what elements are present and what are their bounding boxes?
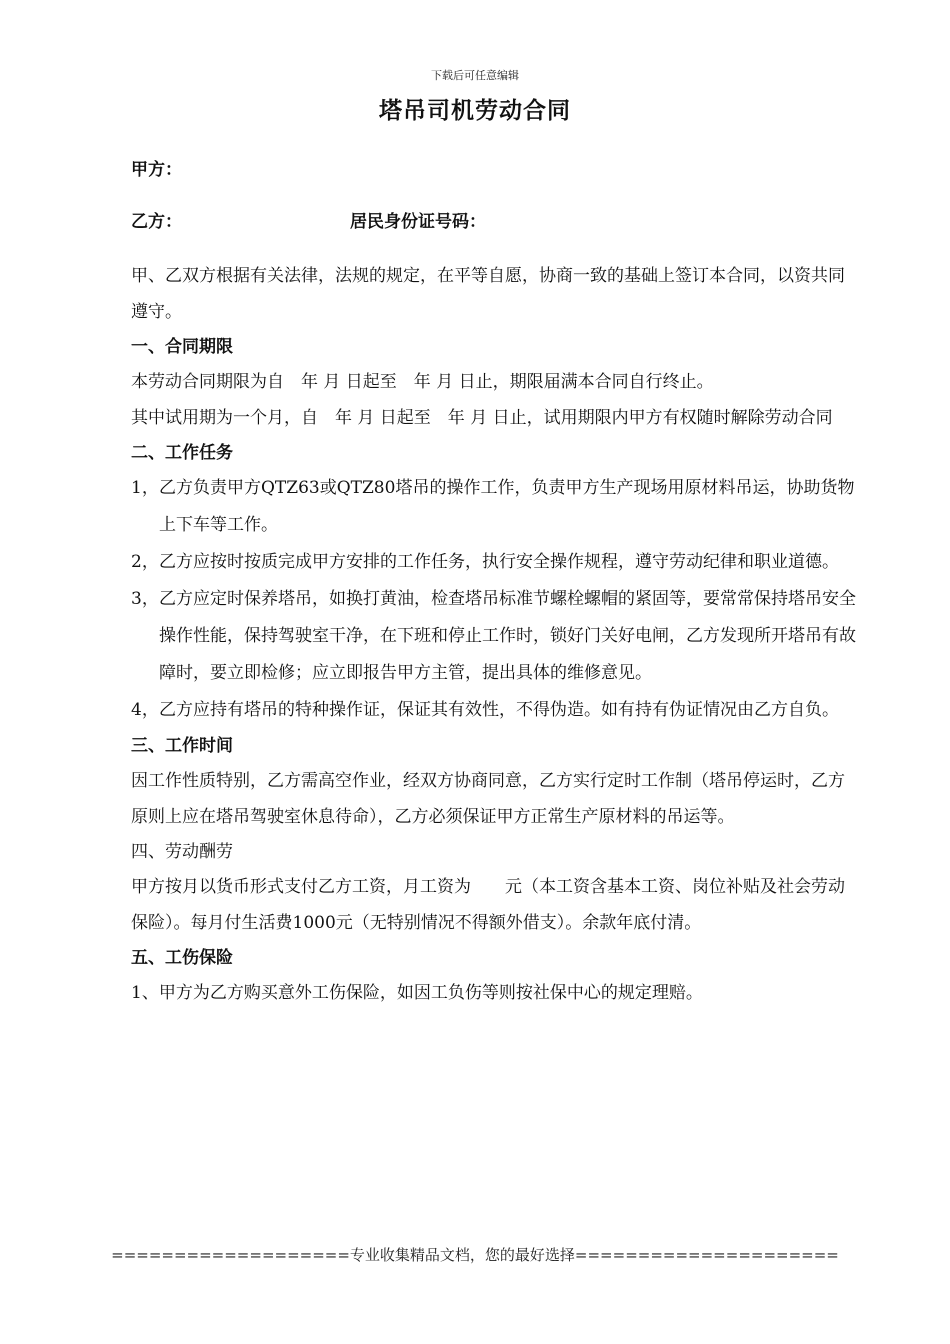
list-item-number: 4， [131,700,159,720]
list-item-text: 乙方负责甲方QTZ63或QTZ80塔吊的操作工作，负责甲方生产现场用原材料吊运，协助货物上下车等工作。 [159,478,855,535]
list-item [131,692,861,729]
list-item [131,544,861,581]
party-b-label: 乙方： [131,212,182,232]
list-item-number: 3， [131,589,159,609]
document-body [131,150,861,1011]
section-heading-duties: 二、工作任务 [131,443,233,463]
list-item [131,470,861,544]
term-paragraph: 本劳动合同期限为自 年 月 日起至 年 月 日止，期限届满本合同自行终止。 [131,372,714,392]
party-a-label: 甲方： [131,160,182,180]
pay-paragraph: 甲方按月以货币形式支付乙方工资，月工资为 元（本工资含基本工资、岗位补贴及社会劳动保险）。每月付生活费1000元（无特别情况不得额外借支）。余款年底付清。 [131,877,845,933]
intro-paragraph: 甲、乙双方根据有关法律，法规的规定，在平等自愿，协商一致的基础上签订本合同，以资共同遵守。 [131,266,845,322]
footer-note: ===================专业收集精品文档，您的最好选择===================== [111,1246,839,1264]
list-item-number: 1， [131,478,159,498]
insurance-paragraph: 1、甲方为乙方购买意外工伤保险，如因工负伤等则按社保中心的规定理赔。 [131,983,703,1003]
party-b-line [131,210,861,234]
section-heading-term: 一、合同期限 [131,337,233,357]
list-item-text: 乙方应按时按质完成甲方安排的工作任务，执行安全操作规程，遵守劳动纪律和职业道德。 [159,552,839,572]
probation-paragraph: 其中试用期为一个月，自 年 月 日起至 年 月 日止，试用期限内甲方有权随时解除劳动合同 [131,408,833,428]
section-heading-insurance: 五、工伤保险 [131,948,233,968]
section-heading-pay: 四、劳动酬劳 [131,842,233,862]
list-item-text: 乙方应持有塔吊的特种操作证，保证其有效性，不得伪造。如有持有伪证情况由乙方自负。 [159,700,839,720]
document-title: 塔吊司机劳动合同 [379,98,571,124]
list-item-text: 乙方应定时保养塔吊，如换打黄油，检查塔吊标准节螺栓螺帽的紧固等，要常常保持塔吊安全操作性能，保持驾驶室干净，在下班和停止工作时，锁好门关好电闸，乙方发现所开塔吊有故障时，要立即检修；应立即报告甲方主管，提出具体的维修意见。 [159,589,856,683]
header-note: 下载后可任意编辑 [431,69,519,82]
id-number-label: 居民身份证号码： [350,212,486,232]
list-item [131,581,861,692]
section-heading-hours: 三、工作时间 [131,736,233,756]
list-item-number: 2， [131,552,159,572]
hours-paragraph: 因工作性质特别，乙方需高空作业，经双方协商同意，乙方实行定时工作制（塔吊停运时，乙方原则上应在塔吊驾驶室休息待命），乙方必须保证甲方正常生产原材料的吊运等。 [131,771,845,827]
